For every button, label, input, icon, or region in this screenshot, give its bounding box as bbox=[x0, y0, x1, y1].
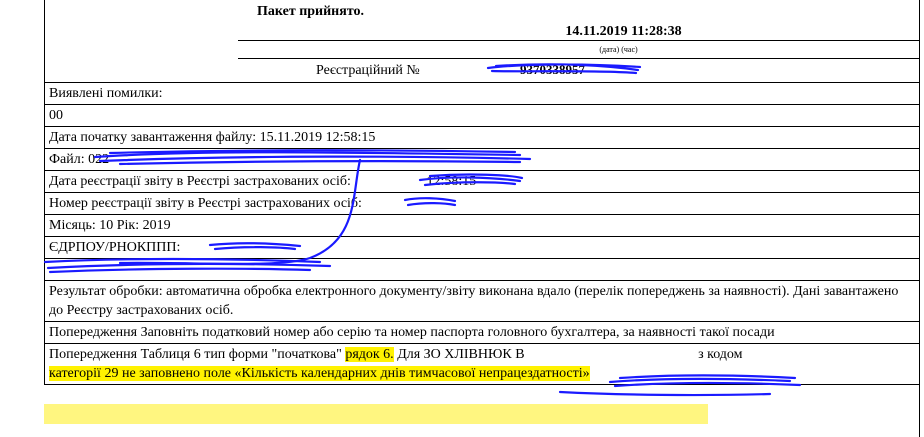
reg-divider bbox=[238, 58, 919, 59]
warning-table6-code: з кодом bbox=[694, 347, 743, 362]
left-border bbox=[44, 0, 45, 88]
marker-highlight bbox=[44, 404, 708, 424]
table-row bbox=[45, 127, 920, 149]
datetime-caption: (дата) (час) bbox=[599, 45, 638, 54]
package-accepted-title: Пакет прийнято. bbox=[257, 4, 365, 19]
report-table bbox=[44, 82, 920, 385]
warning-accountant: Попередження Заповніть податковий номер або серію та номер паспорта головного бухгалтера, за наявності такої посади bbox=[45, 322, 920, 344]
table-row bbox=[45, 171, 920, 193]
table-row bbox=[45, 281, 920, 322]
table-row bbox=[45, 193, 920, 215]
table-row bbox=[45, 322, 920, 344]
accept-datetime: 14.11.2019 11:28:38 bbox=[565, 24, 682, 39]
table-row bbox=[45, 105, 920, 127]
upload-start-date: Дата початку завантаження файлу: 15.11.2019 12:58:15 bbox=[45, 127, 920, 149]
registration-number-label: Реєстраційний № bbox=[316, 63, 420, 78]
table-row bbox=[45, 83, 920, 105]
table-row bbox=[45, 259, 920, 281]
registration-date-label: Дата реєстрації звіту в Реєстрі застрахованих осіб: bbox=[49, 174, 355, 189]
report-period: Місяць: 10 Рік: 2019 bbox=[45, 215, 920, 237]
table-row bbox=[45, 149, 920, 171]
registration-number: Номер реєстрації звіту в Реєстрі застрахованих осіб: bbox=[45, 193, 920, 215]
processing-result: Результат обробки: автоматична обробка електронного документу/звіту виконана вдало (перелік попереджень за наявності). Дані завантажено до Реєстру застрахованих осіб. bbox=[45, 281, 920, 322]
datetime-underline bbox=[238, 40, 919, 41]
table-row bbox=[45, 237, 920, 259]
company-name-redacted bbox=[45, 259, 920, 281]
table-row bbox=[45, 215, 920, 237]
errors-label: Виявлені помилки: bbox=[45, 83, 920, 105]
highlight-category: категорії 29 не заповнено поле «Кількість календарних днів тимчасової непрацездатності» bbox=[49, 366, 590, 381]
warning-table6 bbox=[45, 344, 920, 385]
table-row bbox=[45, 344, 920, 385]
errors-value: 00 bbox=[45, 105, 920, 127]
file-name: Файл: 022 bbox=[45, 149, 920, 171]
highlight-row: рядок 6. bbox=[345, 347, 394, 362]
registration-date-time: 12:58:15 bbox=[426, 174, 477, 189]
warning-table6-prefix: Попередження Таблиця 6 тип форми "початкова" bbox=[49, 347, 346, 362]
registration-number-value: 9370338957 bbox=[520, 62, 585, 77]
warning-table6-person: Для ЗО ХЛІВНЮК В bbox=[393, 347, 525, 362]
registration-date bbox=[45, 171, 920, 193]
edrpou: ЄДРПОУ/РНОКППП: bbox=[45, 237, 920, 259]
